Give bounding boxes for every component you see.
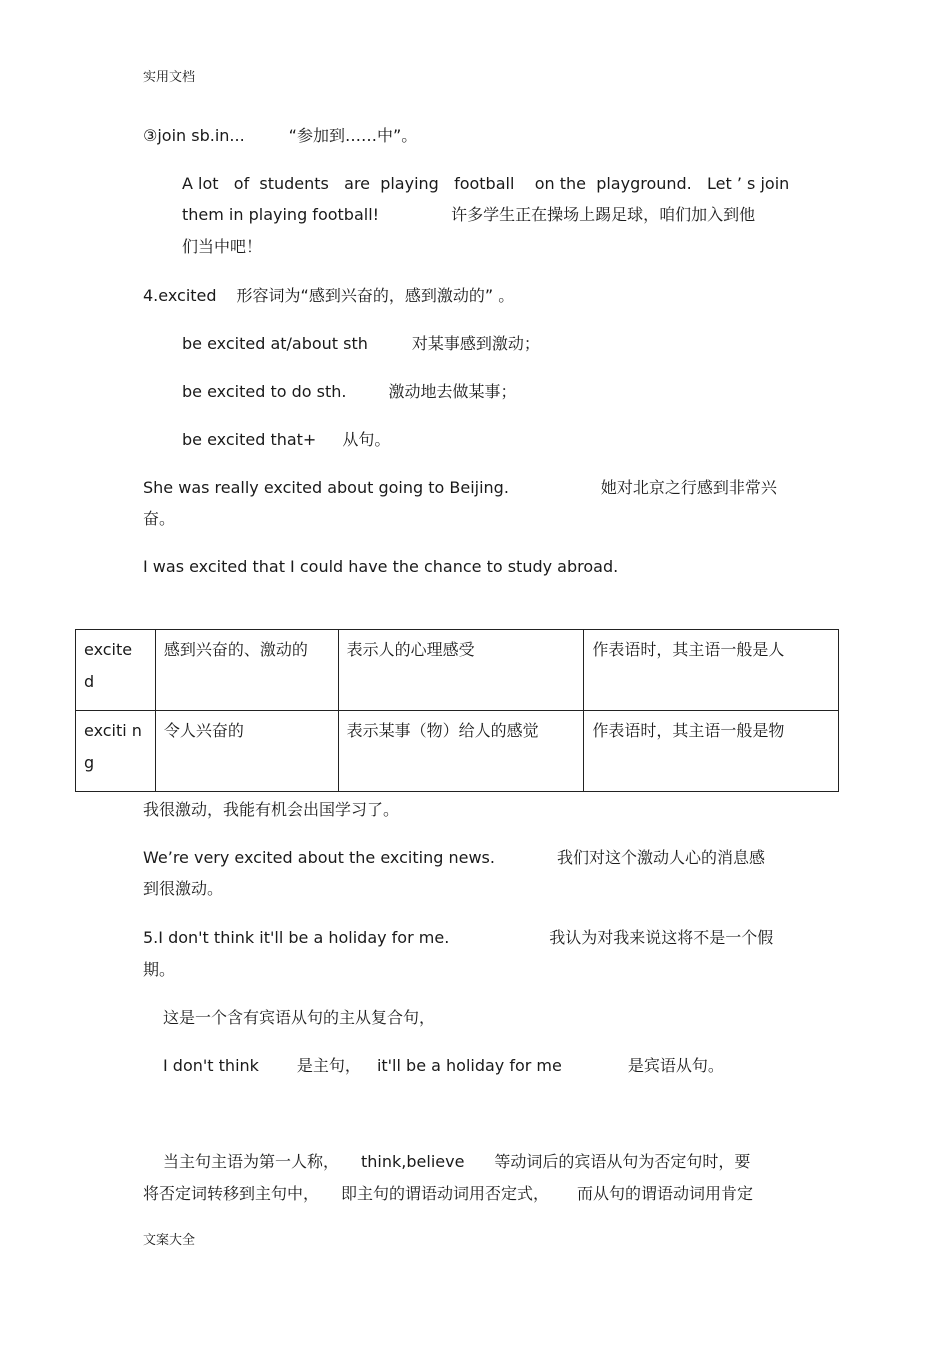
table-cell-word: exciti ng	[76, 711, 156, 792]
join-heading-cn: “参加到……中”。	[288, 126, 418, 145]
excited-example-2-cn: 我很激动，我能有机会出国学习了。	[143, 800, 400, 819]
join-heading-en: ③join sb.in...	[143, 126, 245, 145]
excited-heading	[143, 280, 514, 311]
example-1-en: She was really excited about going to Beijing.	[143, 478, 509, 497]
example-1-cn: 她对北京之行感到非常兴	[600, 478, 777, 497]
holiday-rule-line1	[163, 1146, 750, 1177]
excited-example-2-en: I was excited that I could have the chance to study abroad.	[143, 557, 619, 576]
join-example-en: them in playing football!	[182, 205, 380, 224]
main-clause-en: I don't think	[163, 1056, 259, 1075]
usage-1-en: be excited at/about sth	[182, 334, 368, 353]
example-3-cn: 我们对这个激动人心的消息感	[556, 848, 765, 867]
join-example-cn: 许多学生正在操场上踢足球，咱们加入到他	[451, 205, 756, 224]
holiday-heading-line2: 期。	[143, 960, 176, 979]
holiday-heading-en: 5.I don't think it'll be a holiday for me.	[143, 928, 450, 947]
usage-1-cn: 对某事感到激动；	[411, 334, 540, 353]
rule-1c: 等动词后的宾语从句为否定句时，要	[494, 1152, 751, 1171]
page-header: 实用文档	[143, 70, 196, 85]
join-example-line3: 们当中吧！	[182, 237, 263, 256]
table-cell-note: 作表语时，其主语一般是物	[584, 711, 839, 792]
rule-2a: 将否定词转移到主句中，	[143, 1184, 320, 1203]
excited-example-1-line2: 奋。	[143, 509, 176, 528]
join-example-line2	[182, 199, 755, 230]
object-clause-en: it'll be a holiday for me	[376, 1056, 562, 1075]
excited-example-1-line1	[143, 472, 777, 503]
usage-2-cn: 激动地去做某事；	[388, 382, 517, 401]
holiday-description: 这是一个含有宾语从句的主从复合句，	[163, 1008, 436, 1027]
main-clause-cn: 是主句，	[296, 1056, 361, 1075]
page-footer: 文案大全	[143, 1233, 196, 1248]
join-example-line1: A lot of students are playing football on the playground. Let ’ s join	[182, 174, 790, 193]
excited-example-3-line2: 到很激动。	[143, 879, 224, 898]
holiday-rule-line2	[143, 1178, 753, 1209]
rule-1a: 当主句主语为第一人称，	[163, 1152, 340, 1171]
excited-usage-1	[182, 328, 540, 359]
excited-usage-2	[182, 376, 516, 407]
table-cell-usage: 表示人的心理感受	[338, 630, 584, 711]
holiday-heading-line1	[143, 922, 773, 953]
rule-1b: think,believe	[361, 1152, 465, 1171]
table-cell-meaning: 感到兴奋的、激动的	[155, 630, 338, 711]
object-clause-cn: 是宾语从句。	[627, 1056, 724, 1075]
usage-2-en: be excited to do sth.	[182, 382, 347, 401]
holiday-heading-cn: 我认为对我来说这将不是一个假	[549, 928, 774, 947]
excited-example-3-line1	[143, 842, 765, 873]
excited-heading-en: 4.excited	[143, 286, 217, 305]
excited-heading-cn: 形容词为“感到兴奋的，感到激动的” 。	[236, 286, 515, 305]
table-cell-meaning: 令人兴奋的	[155, 711, 338, 792]
example-3-en: We’re very excited about the exciting news.	[143, 848, 495, 867]
excited-usage-3	[182, 424, 390, 455]
usage-3-en: be excited that+	[182, 430, 317, 449]
holiday-sentence-parts	[163, 1050, 724, 1081]
table-cell-usage: 表示某事（物）给人的感觉	[338, 711, 584, 792]
table-row	[76, 711, 839, 792]
excited-exciting-table	[75, 629, 839, 792]
rule-2c: 而从句的谓语动词用肯定	[577, 1184, 754, 1203]
join-heading	[143, 120, 417, 151]
usage-3-cn: 从句。	[342, 430, 391, 449]
table-cell-note: 作表语时，其主语一般是人	[584, 630, 839, 711]
table-row	[76, 630, 839, 711]
rule-2b: 即主句的谓语动词用否定式，	[341, 1184, 550, 1203]
table-cell-word: excite d	[76, 630, 156, 711]
